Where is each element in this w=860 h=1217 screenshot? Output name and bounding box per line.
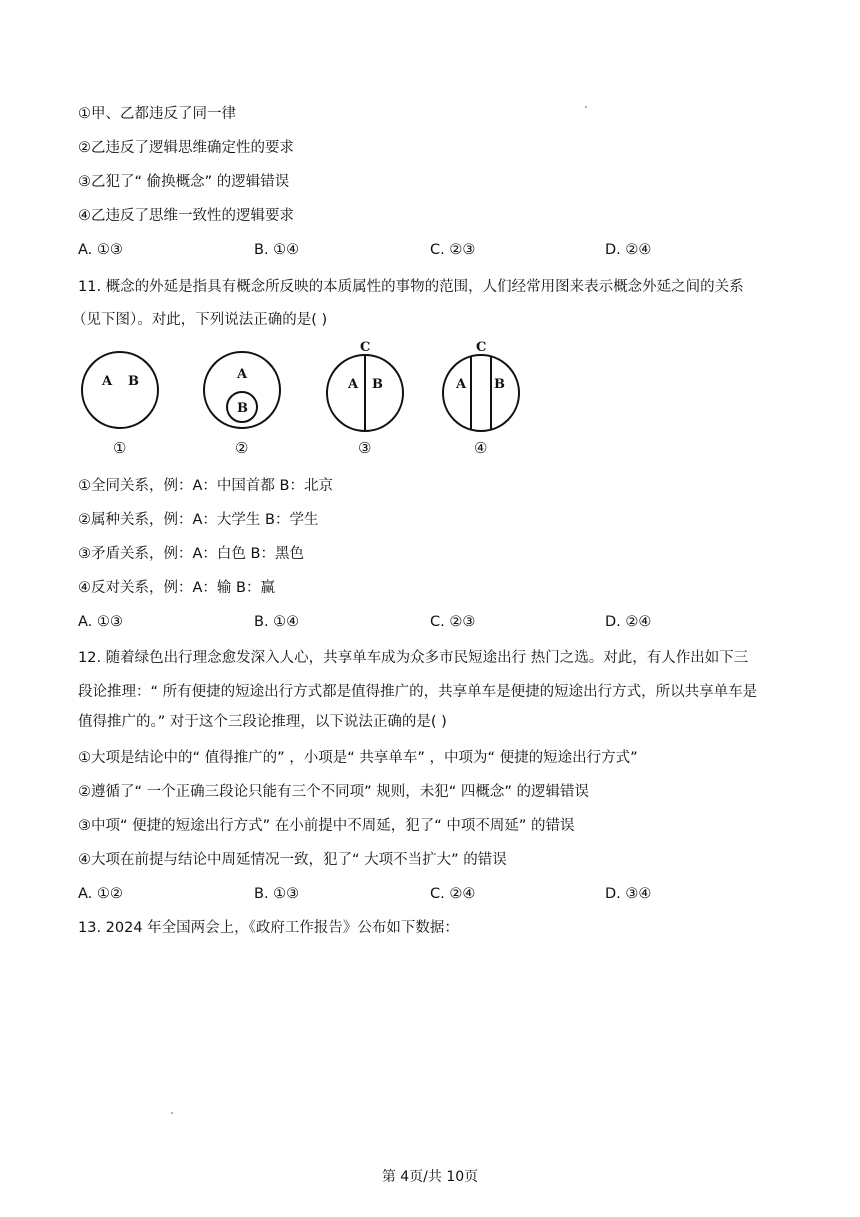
q13-stem: 13. 2024 年全国两会上，《政府工作报告》公布如下数据： [78, 920, 459, 936]
diagram1-label-b: B [128, 374, 139, 389]
q10-statement-2: ②乙违反了逻辑思维确定性的要求 [78, 140, 294, 156]
q11-choice-a[interactable]: A. ①③ [78, 614, 123, 630]
q10-statement-3: ③乙犯了“ 偷换概念” 的逻辑错误 [78, 174, 290, 190]
q11-choice-d[interactable]: D. ②④ [605, 614, 652, 630]
q10-choice-a[interactable]: A. ①③ [78, 242, 123, 258]
q12-choice-b[interactable]: B. ①③ [254, 886, 300, 902]
q10-statement-1: ①甲、乙都违反了同一律 [78, 106, 236, 122]
q12-choice-a[interactable]: A. ①② [78, 886, 123, 902]
q10-statement-4: ④乙违反了思维一致性的逻辑要求 [78, 208, 294, 224]
diagram-subordination [204, 352, 280, 457]
diagram3-label-b: B [372, 377, 383, 392]
q11-stem-line2: （见下图）。对此，下列说法正确的是( ) [72, 312, 328, 328]
q11-statement-3: ③矛盾关系，例：A：白色 B：黑色 [78, 546, 304, 562]
q12-choices [78, 884, 778, 904]
q11-choice-b[interactable]: B. ①④ [254, 614, 300, 630]
diagram3-label-a: A [348, 377, 359, 392]
page-number: 第 4页/共 10页 [381, 1169, 479, 1185]
diagram1-number: ① [113, 439, 127, 457]
scan-speck [171, 1112, 173, 1114]
diagram-opposition [443, 340, 519, 457]
q11-choices [78, 612, 778, 632]
diagram3-number: ③ [358, 439, 372, 457]
q12-statement-2: ②遵循了“ 一个正确三段论只能有三个不同项” 规则，未犯“ 四概念” 的逻辑错误 [78, 784, 589, 800]
q11-statement-4: ④反对关系，例：A：输 B：赢 [78, 580, 275, 596]
q12-statement-1: ①大项是结论中的“ 值得推广的” ，小项是“ 共享单车” ，中项为“ 便捷的短途出行方式” [78, 750, 638, 766]
q11-choice-c[interactable]: C. ②③ [430, 614, 476, 630]
q12-stem-line1: 12. 随着绿色出行理念愈发深入人心，共享单车成为众多市民短途出行 热门之选。对此，有人作出如下三 [78, 650, 749, 666]
diagram2-number: ② [235, 439, 249, 457]
diagram2-label-a: A [237, 367, 248, 382]
q12-choice-d[interactable]: D. ③④ [605, 886, 652, 902]
scan-speck [585, 106, 587, 108]
q12-statement-4: ④大项在前提与结论中周延情况一致，犯了“ 大项不当扩大” 的错误 [78, 852, 507, 868]
diagram4-label-b: B [494, 377, 505, 392]
q12-statement-3: ③中项“ 便捷的短途出行方式” 在小前提中不周延，犯了“ 中项不周延” 的错误 [78, 818, 575, 834]
q12-stem-line2: 段论推理：“ 所有便捷的短途出行方式都是值得推广的，共享单车是便捷的短途出行方式，所以共享单车是 [78, 684, 758, 700]
q10-choice-b[interactable]: B. ①④ [254, 242, 300, 258]
q11-statement-2: ②属种关系，例：A：大学生 B：学生 [78, 512, 319, 528]
q11-stem-line1: 11. 概念的外延是指具有概念所反映的本质属性的事物的范围，人们经常用图来表示概念外延之间的关系 [78, 279, 744, 295]
diagram-contradiction [327, 340, 403, 457]
q10-choice-d[interactable]: D. ②④ [605, 242, 652, 258]
q12-choice-c[interactable]: C. ②④ [430, 886, 476, 902]
diagram1-label-a: A [102, 374, 113, 389]
q10-choices [78, 240, 778, 260]
q10-choice-c[interactable]: C. ②③ [430, 242, 476, 258]
diagram4-number: ④ [474, 439, 488, 457]
q12-stem-line3: 值得推广的。” 对于这个三段论推理，以下说法正确的是( ) [78, 714, 447, 730]
diagram4-label-a: A [456, 377, 467, 392]
diagram-identity [82, 352, 158, 457]
q11-statement-1: ①全同关系，例：A：中国首都 B：北京 [78, 478, 333, 494]
diagram2-label-b: B [237, 401, 248, 416]
concept-relation-diagram [80, 340, 530, 460]
diagram4-label-c: C [476, 340, 487, 355]
diagram3-label-c: C [360, 340, 371, 355]
